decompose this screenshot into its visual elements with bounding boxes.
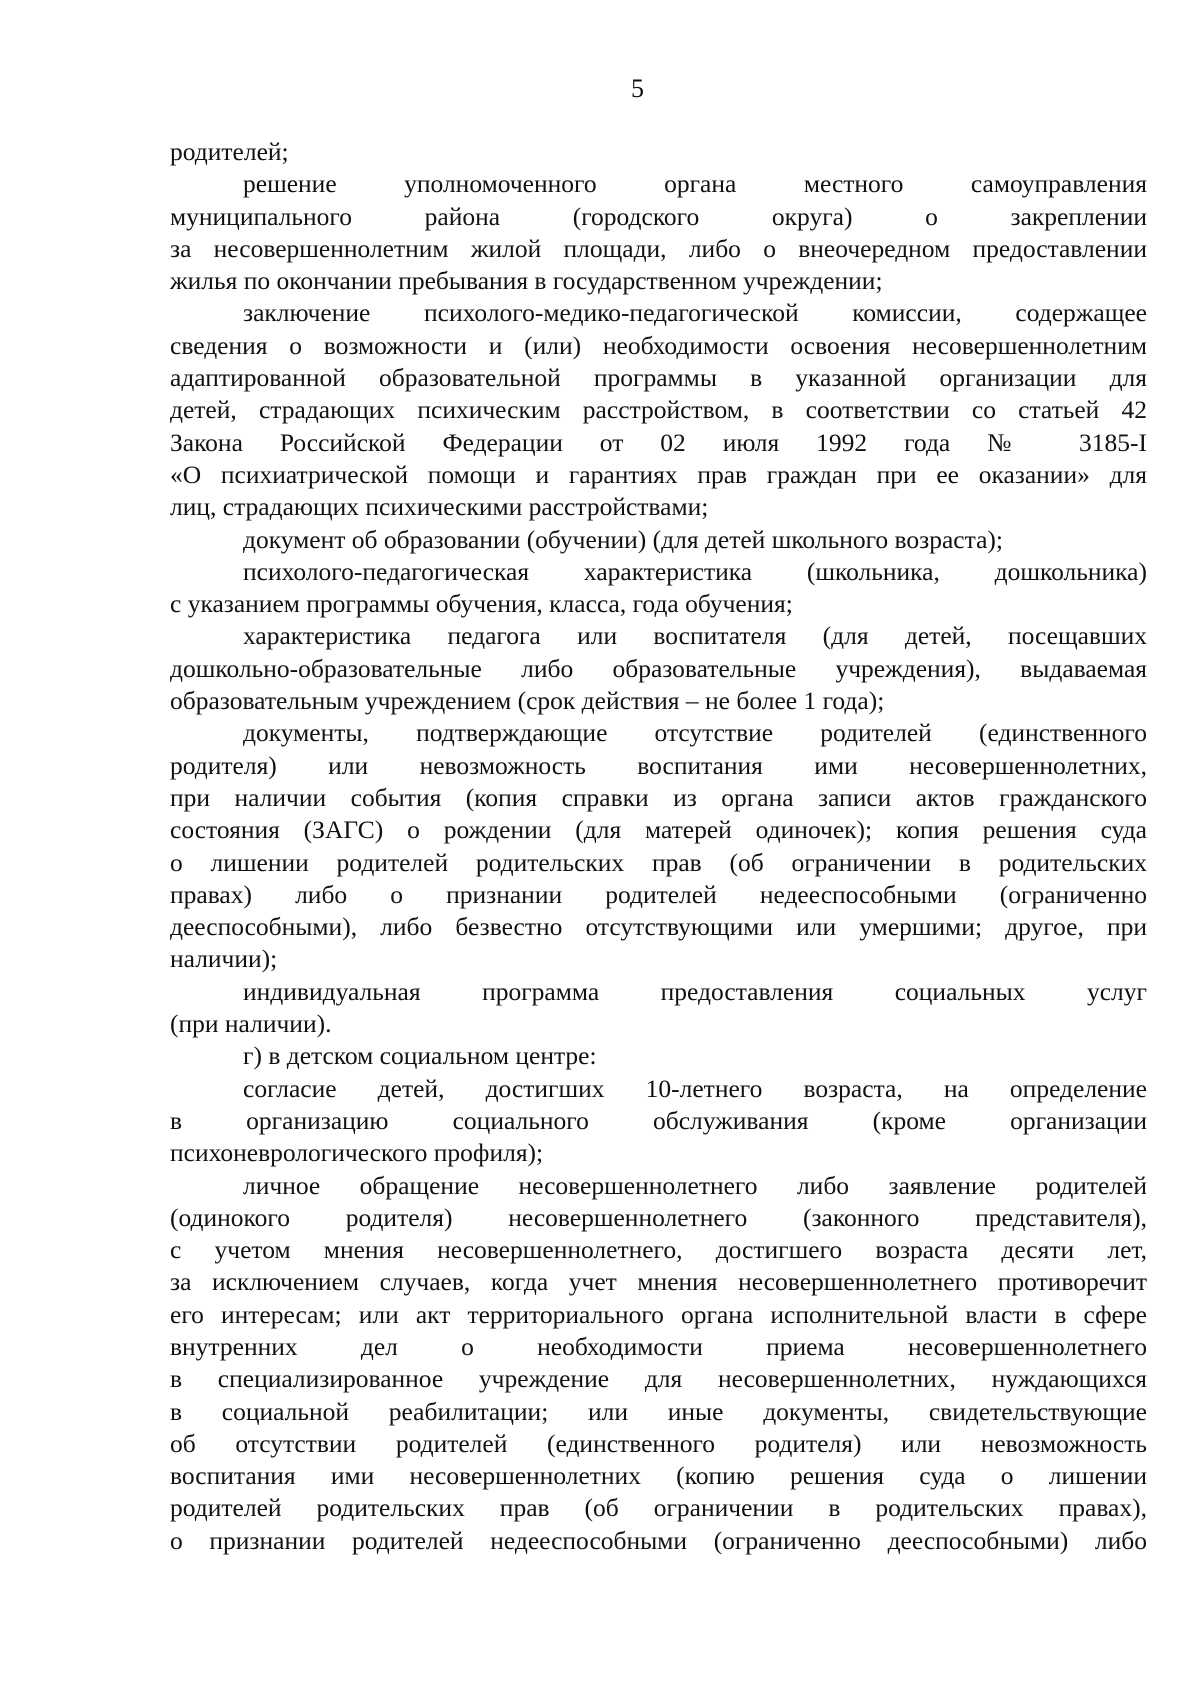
text-line: с указанием программы обучения, класса, года обучения;: [170, 589, 793, 619]
text-line: в специализированное учреждение для несовершеннолетних, нуждающихся: [170, 1364, 1147, 1394]
text-line: наличии);: [170, 944, 278, 974]
text-line: правах) либо о признании родителей недееспособными (ограниченно: [170, 879, 1147, 909]
text-line: воспитания ими несовершеннолетних (копию решения суда о лишении: [170, 1461, 1147, 1491]
text-line: в организацию социального обслуживания (кроме организации: [170, 1105, 1147, 1135]
text-line: об отсутствии родителей (единственного родителя) или невозможность: [170, 1428, 1147, 1458]
text-line: о лишении родителей родительских прав (об ограничении в родительских: [170, 847, 1147, 877]
text-line: состояния (ЗАГС) о рождении (для матерей одиночек); копия решения суда: [170, 815, 1147, 845]
text-line: дошкольно-образовательные либо образовательные учреждения), выдаваемая: [170, 653, 1147, 683]
text-line: родителей родительских прав (об ограничении в родительских правах),: [170, 1493, 1147, 1523]
text-line: при наличии события (копия справки из органа записи актов гражданского: [170, 782, 1147, 812]
page-number: 5: [631, 74, 644, 103]
text-line: о признании родителей недееспособными (ограниченно дееспособными) либо: [170, 1525, 1147, 1555]
text-line: г) в детском социальном центре:: [243, 1041, 597, 1071]
text-line: характеристика педагога или воспитателя (для детей, посещавших: [243, 621, 1147, 651]
text-line: жилья по окончании пребывания в государственном учреждении;: [170, 266, 883, 296]
text-line: документ об образовании (обучении) (для детей школьного возраста);: [243, 524, 1003, 554]
text-line: в социальной реабилитации; или иные документы, свидетельствующие: [170, 1396, 1147, 1426]
text-line: «О психиатрической помощи и гарантиях прав граждан при ее оказании» для: [170, 459, 1147, 489]
text-line: его интересам; или акт территориального органа исполнительной власти в сфере: [170, 1299, 1147, 1329]
text-line: заключение психолого-медико-педагогической комиссии, содержащее: [243, 298, 1147, 328]
text-line: муниципального района (городского округа) о закреплении: [170, 201, 1147, 231]
text-line: образовательным учреждением (срок действия – не более 1 года);: [170, 686, 885, 716]
text-line: (при наличии).: [170, 1009, 332, 1039]
text-line: (одинокого родителя) несовершеннолетнего (законного представителя),: [170, 1202, 1147, 1232]
text-line: решение уполномоченного органа местного самоуправления: [243, 169, 1147, 199]
text-line: психолого-педагогическая характеристика (школьника, дошкольника): [243, 556, 1147, 586]
text-line: документы, подтверждающие отсутствие родителей (единственного: [243, 718, 1147, 748]
text-line: согласие детей, достигших 10-летнего возраста, на определение: [243, 1073, 1147, 1103]
text-line: с учетом мнения несовершеннолетнего, достигшего возраста десяти лет,: [170, 1235, 1147, 1265]
text-line: за несовершеннолетним жилой площади, либо о внеочередном предоставлении: [170, 233, 1147, 263]
text-line: дееспособными), либо безвестно отсутствующими или умершими; другое, при: [170, 912, 1147, 942]
text-line: психоневрологического профиля);: [170, 1138, 544, 1168]
text-line: личное обращение несовершеннолетнего либо заявление родителей: [243, 1170, 1147, 1200]
body-text: [170, 136, 1147, 1557]
text-line: индивидуальная программа предоставления социальных услуг: [243, 976, 1147, 1006]
text-line: детей, страдающих психическим расстройством, в соответствии со статьей 42: [170, 395, 1147, 425]
text-line: родителей;: [170, 137, 289, 166]
text-line: сведения о возможности и (или) необходимости освоения несовершеннолетним: [170, 330, 1147, 360]
text-line: за исключением случаев, когда учет мнения несовершеннолетнего противоречит: [170, 1267, 1147, 1297]
text-line: лиц, страдающих психическими расстройствами;: [170, 492, 709, 522]
text-line: родителя) или невозможность воспитания ими несовершеннолетних,: [170, 750, 1147, 780]
text-line: внутренних дел о необходимости приема несовершеннолетнего: [170, 1331, 1147, 1361]
text-line: адаптированной образовательной программы в указанной организации для: [170, 363, 1147, 393]
text-line: Закона Российской Федерации от 02 июля 1992 года № 3185-I: [170, 427, 1147, 457]
